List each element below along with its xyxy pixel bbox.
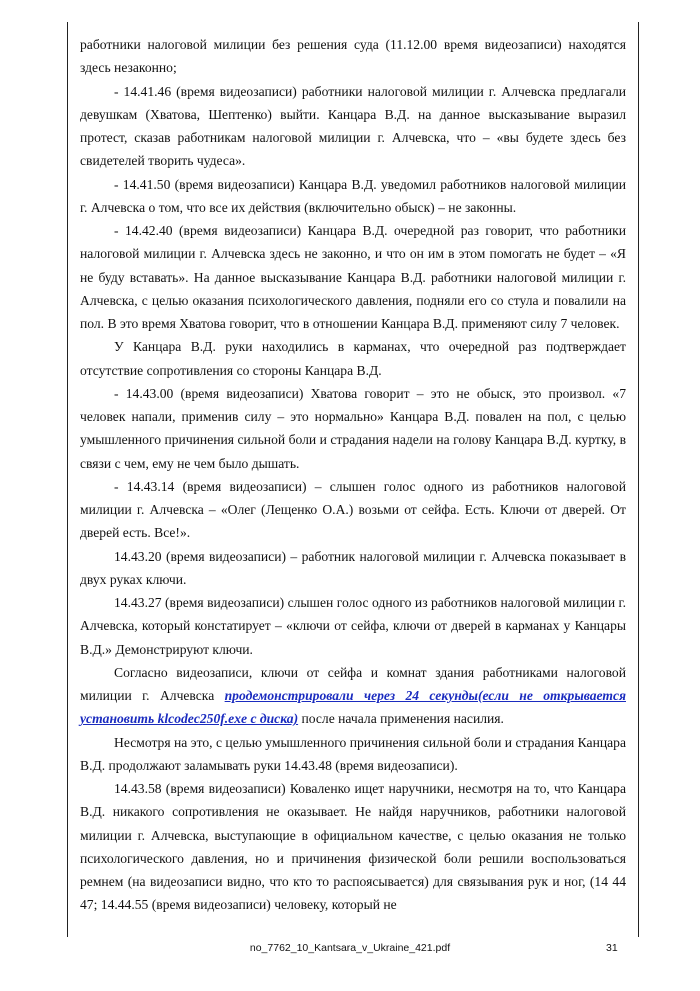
paragraph: У Канцара В.Д. руки находились в карманах, что очередной раз подтверждает отсутствие сопротивления со стороны Канцара В.Д.: [80, 339, 626, 378]
page-number: 31: [606, 942, 618, 954]
paragraph: 14.43.58 (время видеозаписи) Коваленко ищет наручники, несмотря на то, что Канцара В.Д. никакого сопротивления не оказывает. Не найдя наручников, работники налоговой милиции г. Алчевска, выступающие в официальном качестве, с целью оказания не только психологического давления, но и причинения физической боли решили воспользоваться ремнем (на видеозаписи видно, что кто то распоясывается) для связывания рук и ног, (14 44 47; 14.44.55 (время видеозаписи) человеку, который не: [80, 781, 626, 913]
left-margin-rule: [67, 22, 68, 937]
paragraph: - 14.43.00 (время видеозаписи) Хватова говорит – это не обыск, это произвол. «7 человек напали, применив силу – это нормально» Канцара В.Д. повален на пол, с целью умышленного причинения сильной боли и страдания надели на голову Канцара В.Д. куртку, в связи с чем, ему не чем было дышать.: [80, 385, 626, 471]
paragraph: - 14.41.46 (время видеозаписи) работники налоговой милиции г. Алчевска предлагали девушкам (Хватова, Шептенко) выйти. Канцара В.Д. на данное высказывание выразил протест, сказав работникам налоговой милиции г. Алчевска, что – «вы будете здесь без свидетелей творить чудеса».: [80, 83, 626, 169]
paragraph: 14.43.27 (время видеозаписи) слышен голос одного из работников налоговой милиции г. Алчевска, который констатирует – «ключи от сейфа, ключи от дверей в карманах у Канцары В.Д.» Демонстрируют ключи.: [80, 595, 626, 657]
paragraph: Несмотря на это, с целью умышленного причинения сильной боли и страдания Канцара В.Д. продолжают заламывать руки 14.43.48 (время видеозаписи).: [80, 734, 626, 773]
paragraph: 14.43.20 (время видеозаписи) – работник налоговой милиции г. Алчевска показывает в двух руках ключи.: [80, 548, 626, 587]
video-link[interactable]: продемонстрировали через 24 секунды(если не открывается установить klcodec250f.exe с диска): [80, 688, 626, 727]
paragraph: - 14.42.40 (время видеозаписи) Канцара В.Д. очередной раз говорит, что работники налоговой милиции г. Алчевска здесь не законно, и что он им в этом помогать не будет – «Я не буду вставать». На данное высказывание Канцара В.Д. работники налоговой милиции г. Алчевска, с целью оказания психологического давления, подняли его со стула и повалили на пол. В это время Хватова говорит, что в отношении Канцара В.Д. применяют силу 7 человек.: [80, 223, 626, 331]
paragraph-with-link: [80, 661, 626, 731]
paragraph: работники налоговой милиции без решения суда (11.12.00 время видеозаписи) находятся здесь незаконно;: [80, 37, 626, 76]
body-text: [80, 33, 626, 917]
paragraph: - 14.43.14 (время видеозаписи) – слышен голос одного из работников налоговой милиции г. Алчевска – «Олег (Лещенко О.А.) возьми от сейфа. Есть. Ключи от дверей. От дверей есть. Все!».: [80, 478, 626, 541]
right-margin-rule: [638, 22, 639, 937]
link-paragraph-before: Согласно видеозаписи, ключи от сейфа и комнат здания работниками налоговой милиции г. Алчевска: [80, 664, 626, 703]
link-paragraph-after: после начала применения насилия.: [298, 711, 504, 727]
paragraph: - 14.41.50 (время видеозаписи) Канцара В.Д. уведомил работников налоговой милиции г. Алчевска о том, что все их действия (включительно обыск) – не законны.: [80, 176, 626, 215]
footer-filename: no_7762_10_Kantsara_v_Ukraine_421.pdf: [249, 942, 451, 954]
